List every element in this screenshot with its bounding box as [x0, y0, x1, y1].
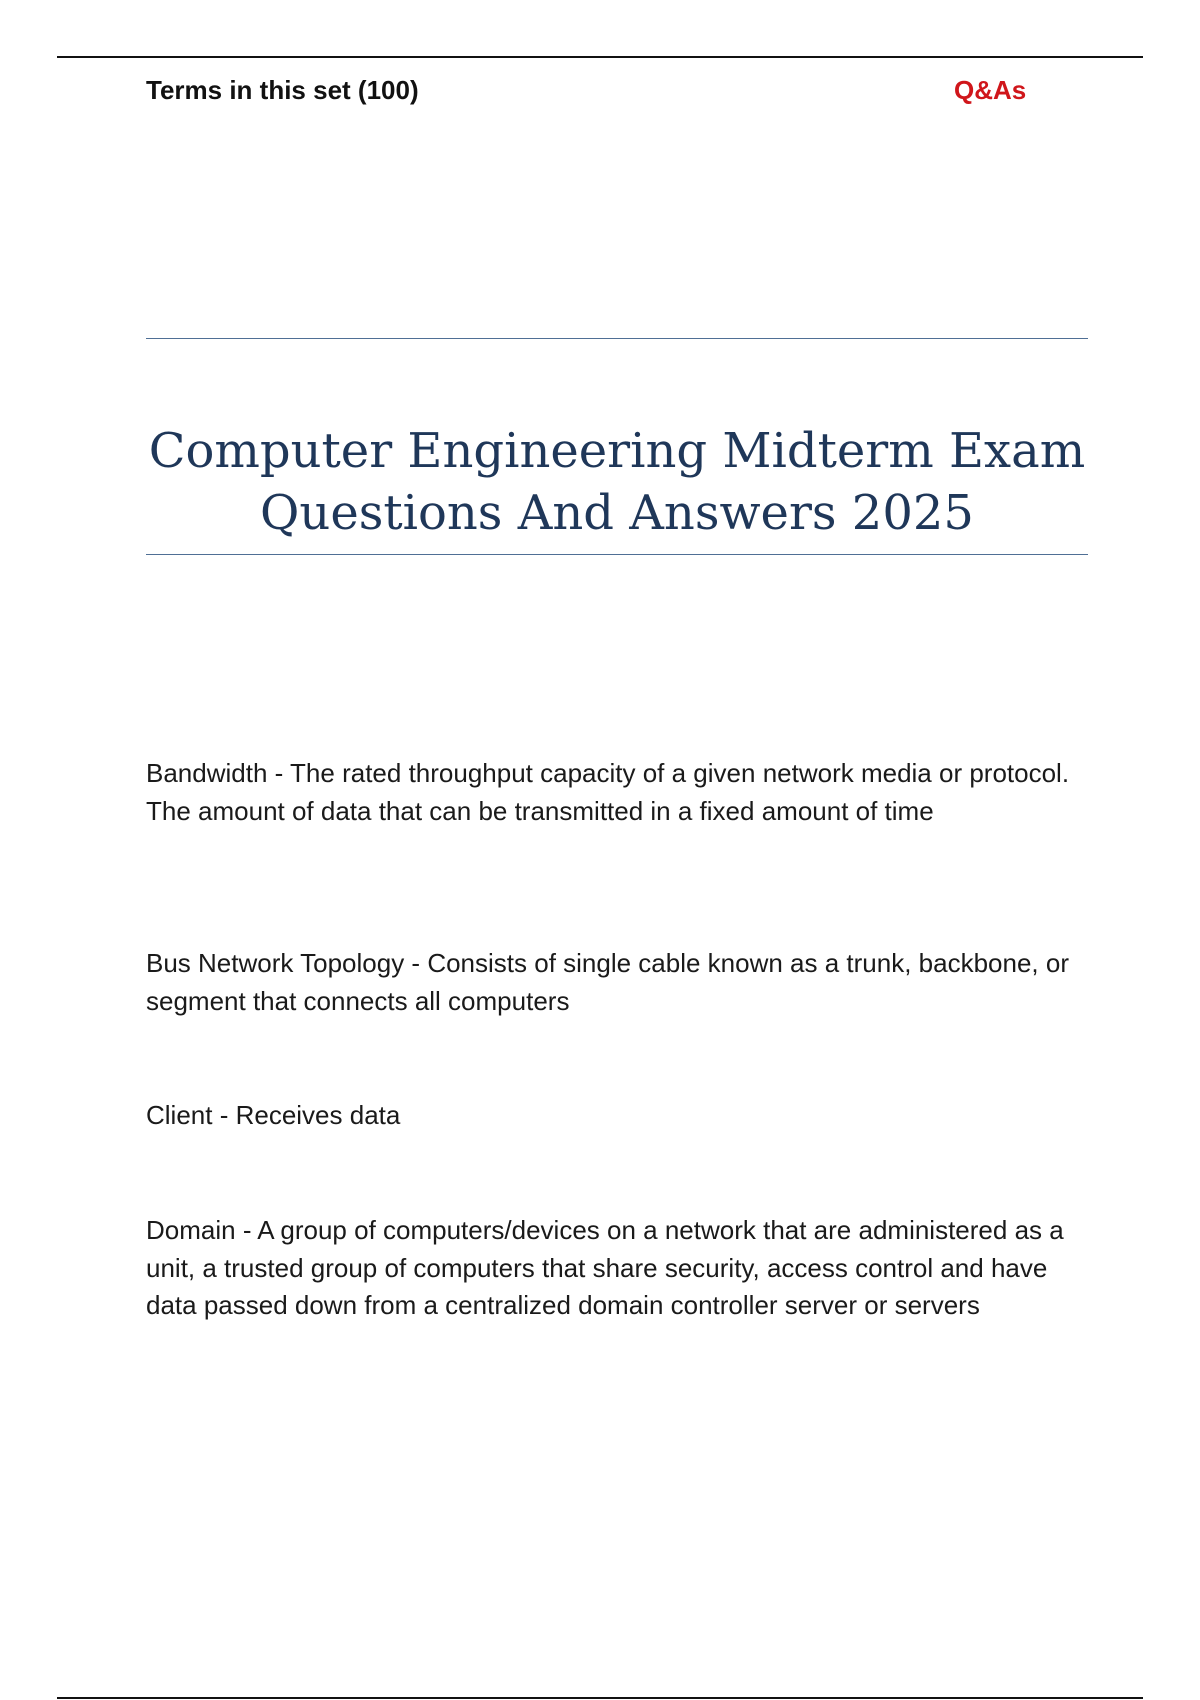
- title-bottom-rule: [146, 554, 1088, 555]
- terms-count-label: Terms in this set (100): [146, 75, 419, 105]
- term-item: Client - Receives data: [146, 1100, 401, 1130]
- term-item: Bus Network Topology - Consists of single cable known as a trunk, backbone, or segment that connects all computers: [146, 948, 1069, 1016]
- title-top-rule: [146, 338, 1088, 339]
- page-top-rule: [57, 56, 1143, 58]
- document-title-line1: Computer Engineering Midterm Exam: [148, 423, 1086, 479]
- term-item: Domain - A group of computers/devices on a network that are administered as a unit, a trusted group of computers that share security, access control and have data passed down from a centralized domain controller server or servers: [146, 1215, 1064, 1320]
- document-title-line2: Questions And Answers 2025: [260, 485, 974, 541]
- document-title: [146, 420, 1088, 544]
- qa-label: Q&As: [954, 75, 1027, 105]
- page-bottom-rule: [57, 1697, 1143, 1699]
- term-item: Bandwidth - The rated throughput capacity of a given network media or protocol. The amount of data that can be transmitted in a fixed amount of time: [146, 758, 1070, 826]
